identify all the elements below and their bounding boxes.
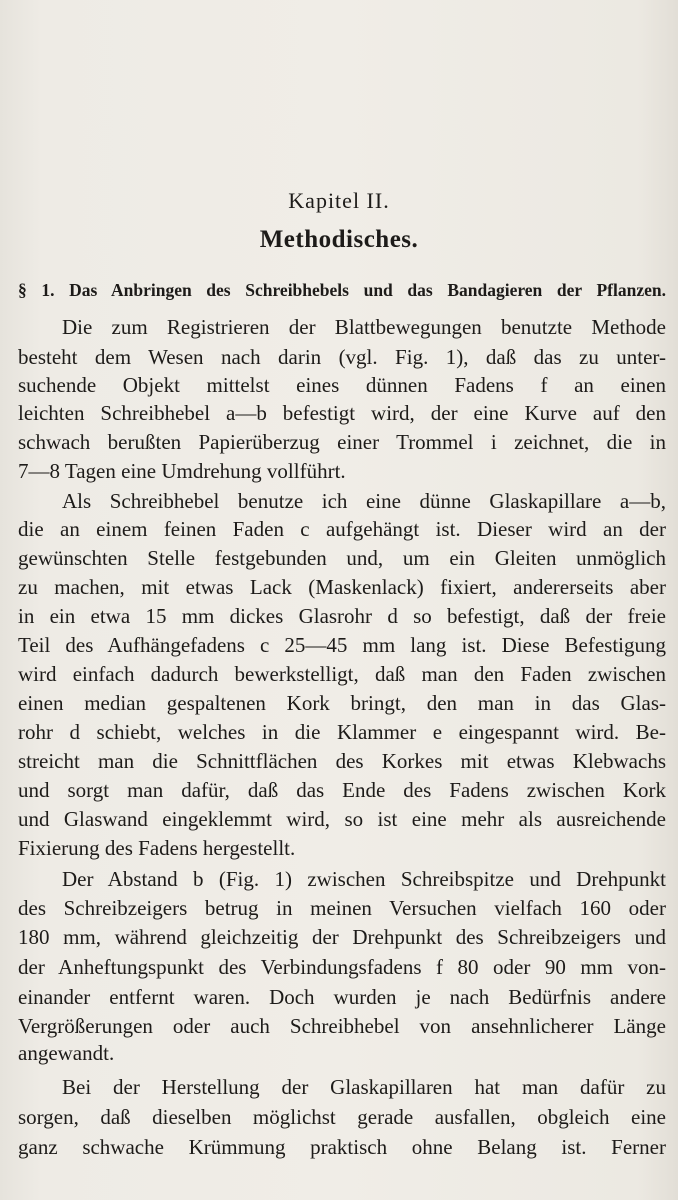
text-line: Fixierung des Fadens hergestellt. — [18, 836, 296, 860]
section-heading: § 1. Das Anbringen des Schreibhebels und das Bandagieren der Pflanzen. — [18, 280, 666, 300]
text-line: Vergrößerungen oder auch Schreibhebel von ansehnlicherer Länge — [18, 1014, 666, 1038]
text-line: einen median gespaltenen Kork bringt, den man in das Glas- — [18, 691, 666, 715]
text-line: schwach berußten Papierüberzug einer Trommel i zeichnet, die in — [18, 430, 666, 454]
text-line: wird einfach dadurch bewerkstelligt, daß man den Faden zwischen — [18, 662, 666, 686]
text-line: angewandt. — [18, 1041, 115, 1065]
text-line: 7—8 Tagen eine Umdrehung vollführt. — [18, 459, 346, 483]
text-line: Bei der Herstellung der Glaskapillaren hat man dafür zu — [62, 1075, 666, 1099]
text-line: und Glaswand eingeklemmt wird, so ist eine mehr als ausreichende — [18, 807, 666, 831]
text-line: Teil des Aufhängefadens c 25—45 mm lang ist. Diese Befestigung — [18, 633, 666, 657]
text-line: der Anheftungspunkt des Verbindungsfadens f 80 oder 90 mm von- — [18, 955, 666, 979]
text-line: 180 mm, während gleichzeitig der Drehpunkt des Schreibzeigers und — [18, 925, 666, 949]
chapter-heading: Kapitel II. — [288, 188, 390, 213]
text-line: Der Abstand b (Fig. 1) zwischen Schreibspitze und Drehpunkt — [62, 867, 666, 891]
text-line: suchende Objekt mittelst eines dünnen Fadens f an einen — [18, 373, 666, 397]
text-line: die an einem feinen Faden c aufgehängt ist. Dieser wird an der — [18, 517, 666, 541]
text-line: streicht man die Schnittflächen des Korkes mit etwas Klebwachs — [18, 749, 666, 773]
text-line: Die zum Registrieren der Blattbewegungen benutzte Methode — [62, 315, 666, 339]
text-line: ganz schwache Krümmung praktisch ohne Belang ist. Ferner — [18, 1135, 666, 1159]
text-line: und sorgt man dafür, daß das Ende des Fadens zwischen Kork — [18, 778, 666, 802]
text-line: zu machen, mit etwas Lack (Maskenlack) fixiert, andererseits aber — [18, 575, 666, 599]
text-line: rohr d schiebt, welches in die Klammer e eingespannt wird. Be- — [18, 720, 666, 744]
text-line: gewünschten Stelle festgebunden und, um ein Gleiten unmöglich — [18, 546, 666, 570]
text-line: Als Schreibhebel benutze ich eine dünne Glaskapillare a—b, — [62, 489, 666, 513]
text-line: in ein etwa 15 mm dickes Glasrohr d so befestigt, daß der freie — [18, 604, 666, 628]
text-line: leichten Schreibhebel a—b befestigt wird, der eine Kurve auf den — [18, 401, 666, 425]
text-line: des Schreibzeigers betrug in meinen Versuchen vielfach 160 oder — [18, 896, 666, 920]
text-line: sorgen, daß dieselben möglichst gerade ausfallen, obgleich eine — [18, 1105, 666, 1129]
text-line: einander entfernt waren. Doch wurden je nach Bedürfnis andere — [18, 985, 666, 1009]
text-line: besteht dem Wesen nach darin (vgl. Fig. 1), daß das zu unter- — [18, 345, 666, 369]
chapter-title: Methodisches. — [259, 226, 419, 253]
